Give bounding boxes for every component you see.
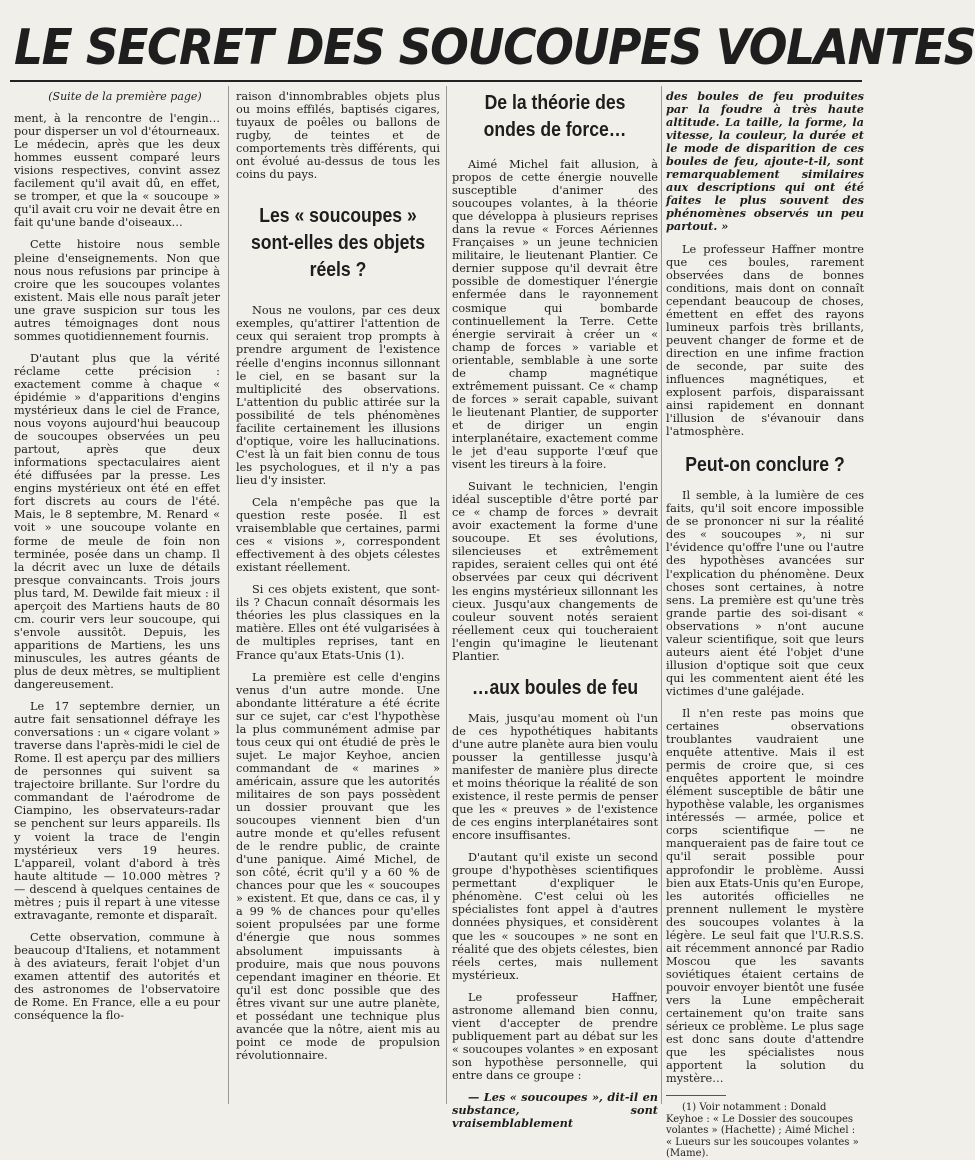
paragraph: Si ces objets existent, que sont-ils ? Chacun connaît désormais les théories les plus classiques en la matière. Elles ont été vulgarisées à de multiples reprises, tant en France qu'aux Etats-Unis (1). (236, 583, 440, 662)
footnote: (1) Voir notamment : Donald Keyhoe : « Le Dossier des soucoupes volantes » (Hachette) ; Aimé Michel : « Lueurs sur les soucoupes volantes » (Mame). (666, 1102, 859, 1160)
column-3 (452, 90, 658, 1131)
quote-text: des boules de feu produites par la foudre à très haute altitude. La taille, la forme, la vitesse, la couleur, la durée et le mode de disparition de ces boules de feu, ajoute-t-il, sont remarquablement similaires aux descriptions qui ont été faites le plus souvent des phénomènes observés un peu partout. » (666, 89, 864, 234)
column-2 (236, 90, 440, 1104)
quote-continued (666, 90, 864, 234)
column-1 (14, 90, 220, 1104)
paragraph: Suivant le technicien, l'engin idéal susceptible d'être porté par ce « champ de forces » devrait avoir exactement la forme d'une soucoupe. Et ses évolutions, silencieuses et extrêmement rapides, seraient celles qui ont été observées par ceux qui décrivent les engins mystérieux sillonnant les cieux. Jusqu'aux changements de couleur souvent notés seraient réellement ceux qui toucheraient l'engin qu'imagine le lieutenant Plantier. (452, 480, 658, 663)
quote (452, 1091, 658, 1130)
continued-note: (Suite de la première page) (48, 90, 202, 103)
subheading-boules-de-feu: …aux boules de feu (471, 676, 639, 699)
paragraph: ment, à la rencontre de l'engin… pour disperser un vol d'étourneaux. Le médecin, après que les deux hommes eussent comparé leurs visions respectives, convint assez facilement qu'il avait dû, en effet, se tromper, et que la « soucoupe » qu'il avait cru voir ne devait être en fait qu'une bande d'oiseaux… (14, 112, 220, 230)
footnote-rule (666, 1095, 726, 1096)
column-4 (666, 89, 864, 1160)
column-divider (228, 86, 229, 1104)
paragraph: Cela n'empêche pas que la question reste posée. Il est vraisemblable que certaines, parmi ces « visions », correspondent effectivement à des objets célestes existant réellement. (236, 495, 440, 575)
paragraph: Cette histoire nous semble pleine d'enseignements. Non que nous nous refusions par principe à croire que les soucoupes volantes existent. Mais elle nous paraît jeter une grave suspicion sur tous les autres témoignages dont nous sommes quotidiennement fournis. (14, 238, 220, 343)
paragraph: Il n'en reste pas moins que certaines observations troublantes vaudraient une enquête attentive. Mais il est permis de croire que, si ces enquêtes apportent le moindre élément susceptible de bâtir une hypothèse valable, les organismes intéressés — armée, police et corps scientifique — ne manqueraient pas de faire tout ce qu'il serait possible pour approfondir le problème. Aussi bien aux Etats-Unis qu'en Europe, les autorités officielles ne prennent nullement le mystère des soucoupes volantes à la légère. Le seul fait que l'U.R.S.S. ait récemment annoncé par Radio Moscou que les savants soviétiques étaient certains de pouvoir envoyer bientôt une fusée vers la Lune empêcherait certainement qu'on traite sans sérieux ce problème. Le plus sage est donc sans doute d'attendre que les spécialistes nous apportent la solution du mystère… (666, 706, 864, 1086)
paragraph: Aimé Michel fait allusion, à propos de cette énergie nouvelle susceptible d'animer des soucoupes volantes, à la théorie que développa à plusieurs reprises dans la revue « Forces Aériennes Françaises » un jeune technicien militaire, le lieutenant Plantier. Ce dernier suppose qu'il devrait être possible de domestiquer l'énergie enfermée dans le rayonnement cosmique qui bombarde continuellement la Terre. Cette énergie servirait à créer un « champ de forces » variable et orientable, semblable à une sorte de champ magnétique extrêmement puissant. Ce « champ de forces » serait capable, suivant le lieutenant Plantier, de supporter et de diriger un engin interplanétaire, exactement comme le jet d'eau supporte l'œuf que visent les tireurs à la foire. (452, 158, 658, 472)
subheading-ondes-de-force: De la théorie des ondes de force… (483, 92, 627, 141)
column-divider (446, 86, 447, 1104)
paragraph: Cette observation, commune à beaucoup d'Italiens, et notamment à des aviateurs, ferait l'objet d'un examen attentif des autorités et des astronomes de l'observatoire de Rome. En France, elle a eu pour conséquence la flo- (14, 930, 220, 1023)
subheading-objets-reels: Les « soucoupes » sont-elles des objets réels ? (250, 205, 426, 282)
paragraph: Nous ne voulons, par ces deux exemples, qu'attirer l'attention de ceux qui seraient trop prompts à prendre argument de l'existence réelle d'engins inconnus sillonnant le ciel, en se basant sur la multiplicité des observations. L'attention du public attirée sur la possibilité de tels phénomènes facilite certainement les illusions d'optique, voire les hallucinations. C'est là un fait bien connu de tous les psychologues, et il n'y a pas lieu d'y insister. (236, 304, 440, 487)
paragraph: D'autant plus que la vérité réclame cette précision : exactement comme à chaque « épidémie » d'apparitions d'engins mystérieux dans le ciel de France, nous voyons aujourd'hui beaucoup de soucoupes observées un peu partout, après que deux informations spectaculaires aient été diffusées par la presse. Les engins mystérieux ont été en effet fort discrets au cours de l'été. Mais, le 8 septembre, M. Renard « voit » une soucoupe volante en forme de meule de foin non terminée, posée dans un champ. Il la décrit avec un luxe de détails presque convaincants. Trois jours plus tard, M. Dewilde fait mieux : il aperçoit des Martiens hauts de 80 cm. courir vers leur soucoupe, qui s'envole aussitôt. Depuis, les apparitions de Martiens, les uns minuscules, les autres géants de plus de deux mètres, se multiplient dangereusement. (14, 351, 220, 692)
paragraph: Mais, jusqu'au moment où l'un de ces hypothétiques habitants d'une autre planète aura bien voulu pousser la gentillesse jusqu'à manifester de manière plus directe et moins théorique la réalité de son existence, il reste permis de penser que les « preuves » de l'existence de ces engins interplanétaires sont encore insuffisantes. (452, 711, 658, 843)
quote-text: — Les « soucoupes », dit-il en substance, sont vraisemblablement (452, 1090, 658, 1131)
subheading-conclure: Peut-on conclure ? (685, 454, 845, 477)
paragraph: raison d'innombrables objets plus ou moins effilés, baptisés cigares, tuyaux de poêles ou ballons de rugby, de teintes et de comportements très différents, qui ont évolué au-dessus de tous les coins du pays. (236, 90, 440, 182)
column-divider (661, 86, 662, 1104)
paragraph: Il semble, à la lumière de ces faits, qu'il soit encore impossible de se prononcer ni sur la réalité des « soucoupes », ni sur l'évidence qu'offre l'une ou l'autre des hypothèses avancées sur l'explication du phénomène. Deux choses sont certaines, à notre sens. La première est qu'une très grande partie des soi-disant « observations » n'ont aucune valeur scientifique, soit que leurs auteurs aient été l'objet d'une illusion d'optique soit que ceux qui les commentent aient été les victimes d'une galéjade. (666, 489, 864, 698)
paragraph: D'autant qu'il existe un second groupe d'hypothèses scientifiques permettant d'expliquer le phénomène. C'est celui où les spécialistes font appel à d'autres données physiques, et considèrent que les « soucoupes » ne sont en réalité que des objets célestes, bien réels certes, mais nullement mystérieux. (452, 851, 658, 982)
paragraph: Le professeur Haffner, astronome allemand bien connu, vient d'accepter de prendre publiquement part au débat sur les « soucoupes volantes » en exposant son hypothèse personnelle, qui entre dans ce groupe : (452, 990, 658, 1082)
paragraph: Le professeur Haffner montre que ces boules, rarement observées dans de bonnes conditions, mais dont on connaît cependant beaucoup de choses, émettent en effet des rayons lumineux parfois très brillants, peuvent changer de forme et de direction en une infime fraction de seconde, par suite des influences magnétiques, et explosent parfois, disparaissant ainsi rapidement en donnant l'illusion de s'évanouir dans l'atmosphère. (666, 242, 864, 439)
headline-rule (10, 80, 862, 82)
paragraph: Le 17 septembre dernier, un autre fait sensationnel défraye les conversations : un « cigare volant » traverse dans l'après-midi le ciel de Rome. Il est aperçu par des milliers de personnes qui suivent sa trajectoire brillante. Sur l'ordre du commandant de l'aérodrome de Ciampino, les observateurs-radar se penchent sur leurs appareils. Ils y voient la trace de l'engin mystérieux vers 19 heures. L'appareil, volant d'abord à très haute altitude — 10.000 mètres ? — descend à quelques centaines de mètres ; puis il repart à une vitesse extravagante, remonte et disparaît. (14, 700, 220, 922)
headline: LE SECRET DES SOUCOUPES VOLANTES (14, 19, 975, 76)
paragraph: La première est celle d'engins venus d'un autre monde. Une abondante littérature a été écrite sur ce sujet, car c'est l'hypothèse la plus communément admise par tous ceux qui ont étudié de près le sujet. Le major Keyhoe, ancien commandant de « marines » américain, assure que les autorités militaires de son pays possèdent un dossier prouvant que les soucoupes viennent bien d'un autre monde et qu'elles refusent de le rendre public, de crainte d'une panique. Aimé Michel, de son côté, écrit qu'il y a 60 % de chances pour que les « soucoupes » existent. Et que, dans ce cas, il y a 99 % de chances pour qu'elles soient propulsées par une forme d'énergie que nous sommes absolument impuissants à produire, mais que nous pouvons cependant imaginer en théorie. Et qu'il est donc possible que des êtres vivant sur une autre planète, et possédant une technique plus avancée que la nôtre, aient mis au point ce mode de propulsion révolutionnaire. (236, 670, 440, 1062)
